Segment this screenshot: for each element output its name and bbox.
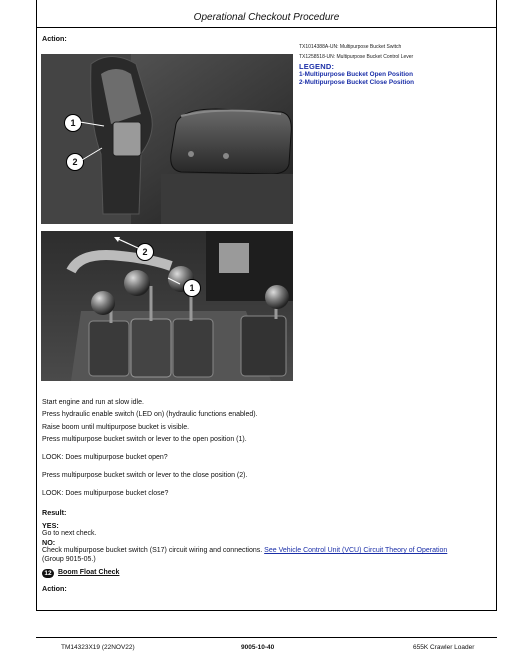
step-5: Press multipurpose bucket switch or lever to the close position (2). <box>42 472 248 479</box>
no-label: NO: <box>42 538 56 547</box>
legend-item-2: 2-Multipurpose Bucket Close Position <box>299 79 415 86</box>
action-label-2: Action: <box>42 584 67 593</box>
no-text <box>42 547 490 554</box>
figure-id-1: TX1014388A-UN: Multipurpose Bucket Switch <box>299 44 402 50</box>
look-2: LOOK: Does multipurpose bucket close? <box>42 490 169 497</box>
footer-rule <box>36 637 497 638</box>
legend-item-1: 1-Multipurpose Bucket Open Position <box>299 71 413 78</box>
legend-title: LEGEND: <box>299 62 335 71</box>
step-2: Press hydraulic enable switch (LED on) (hydraulic functions enabled). <box>42 411 258 418</box>
action-label: Action: <box>42 34 67 43</box>
callout-leader-lines <box>78 118 118 168</box>
boom-float-check-link[interactable]: Boom Float Check <box>58 569 120 576</box>
callout-2-lever: 2 <box>136 243 154 261</box>
look-1: LOOK: Does multipurpose bucket open? <box>42 454 168 461</box>
step-4: Press multipurpose bucket switch or lever to the open position (1). <box>42 436 247 443</box>
callout-arrows <box>110 234 200 294</box>
yes-label: YES: <box>42 521 59 530</box>
yes-text: Go to next check. <box>42 530 97 537</box>
result-label: Result: <box>42 508 67 517</box>
callout-1-lever: 1 <box>183 279 201 297</box>
footer-doc-id: TM14323X19 (22NOV22) <box>61 644 135 651</box>
no-group-ref: (Group 9015-05.) <box>42 556 96 563</box>
step-1: Start engine and run at slow idle. <box>42 399 144 406</box>
page-title: Operational Checkout Procedure <box>36 8 497 28</box>
figure-id-2: TX1258518-UN: Multipurpose Bucket Control Lever <box>299 54 414 60</box>
vcu-theory-link[interactable]: See Vehicle Control Unit (VCU) Circuit Theory of Operation <box>264 547 448 554</box>
check-number-badge: 12 <box>42 569 54 578</box>
step-3: Raise boom until multipurpose bucket is visible. <box>42 424 190 431</box>
callout-2: 2 <box>66 153 84 171</box>
footer-machine: 655K Crawler Loader <box>413 644 475 651</box>
no-text-body: Check multipurpose bucket switch (S17) circuit wiring and connections. <box>42 547 263 554</box>
callout-1: 1 <box>64 114 82 132</box>
footer-page-number: 9005-10-40 <box>241 644 275 651</box>
